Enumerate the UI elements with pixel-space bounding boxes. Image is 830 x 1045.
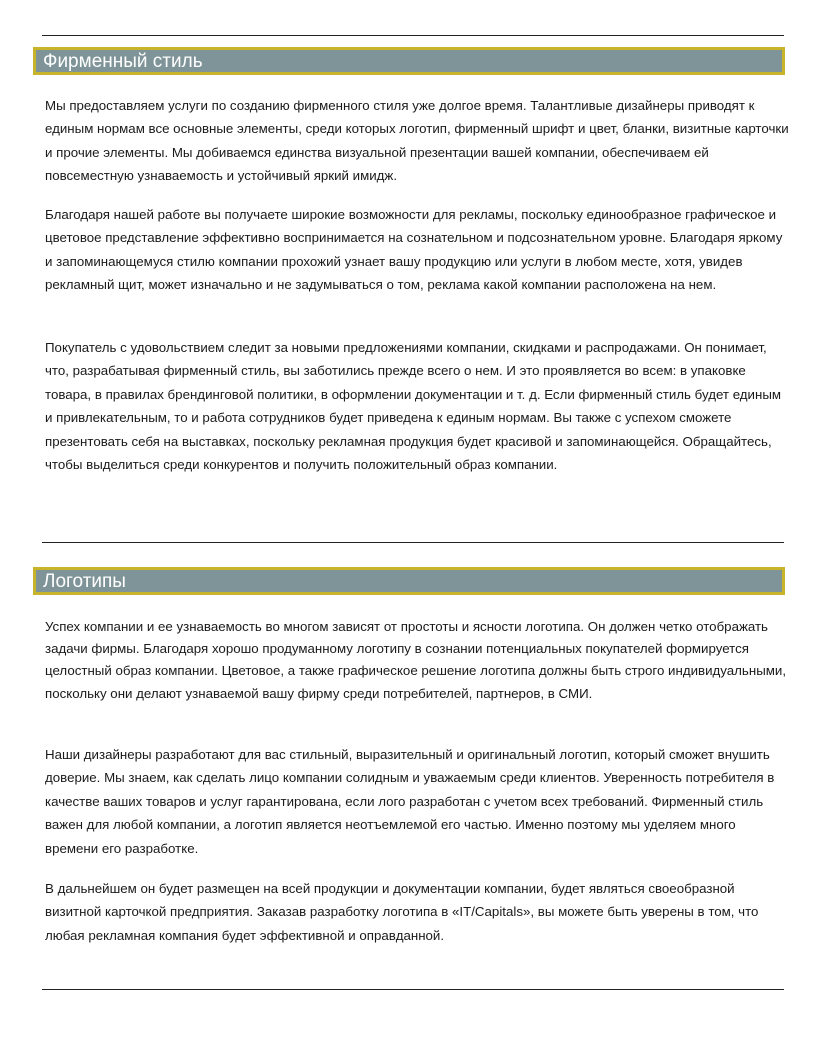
paragraph: В дальнейшем он будет размещен на всей продукции и документации компании, будет являться своеобразной визитной карточкой предприятия. Заказав разработку логотипа в «IT/Capitals», вы можете быть уверены в том, что любая рекламная компания будет эффективной и оправданной.	[45, 881, 759, 943]
divider-bottom	[42, 989, 784, 990]
paragraph: Покупатель с удовольствием следит за новыми предложениями компании, скидками и распродажами. Он понимает, что, разрабатывая фирменный стиль, вы заботились прежде всего о нем. И это проявляется во всем: в упаковке товара, в правилах брендинговой политики, в оформлении документации и т. д. Если фирменный стиль будет единым и привлекательным, то и работа сотрудников будет приведена к единым нормам. Вы также с успехом сможете презентовать себя на выставках, поскольку рекламная продукция будет красивой и запоминающейся. Обращайтесь, чтобы выделиться среди конкурентов и получить положительный образ компании.	[45, 340, 782, 473]
divider-top	[42, 35, 784, 36]
section-title-corporate-style: Фирменный стиль	[33, 47, 785, 75]
paragraph: Благодаря нашей работе вы получаете широкие возможности для рекламы, поскольку единообразное графическое и цветовое представление эффективно воспринимается на сознательном и подсознательном уровне. Благодаря яркому и запоминающемуся стилю компании прохожий узнает вашу продукцию или услуги в любом месте, хотя, увидев рекламный щит, может изначально и не задумываться о том, реклама какой компании расположена на нем.	[45, 207, 783, 293]
divider-middle	[42, 542, 784, 543]
paragraph: Мы предоставляем услуги по созданию фирменного стиля уже долгое время. Талантливые дизайнеры приводят к единым нормам все основные элементы, среди которых логотип, фирменный шрифт и цвет, бланки, визитные карточки и прочие элементы. Мы добиваемся единства визуальной презентации вашей компании, обеспечиваем ей повсеместную узнаваемость и устойчивый яркий имидж.	[45, 98, 789, 184]
paragraph: Успех компании и ее узнаваемость во многом зависят от простоты и ясности логотипа. Он должен четко отображать задачи фирмы. Благодаря хорошо продуманному логотипу в сознании потенциальных покупателей формируется целостный образ компании. Цветовое, а также графическое решение логотипа должны быть строго индивидуальными, поскольку они делают узнаваемой вашу фирму среди потребителей, партнеров, в СМИ.	[45, 619, 787, 701]
paragraph: Наши дизайнеры разработают для вас стильный, выразительный и оригинальный логотип, который сможет внушить доверие. Мы знаем, как сделать лицо компании солидным и уважаемым среди клиентов. Уверенность потребителя в качестве ваших товаров и услуг гарантирована, если лого разработан с учетом всех требований. Фирменный стиль важен для любой компании, а логотип является неотъемлемой его частью. Именно поэтому мы уделяем много времени его разработке.	[45, 747, 775, 856]
section-title-logos: Логотипы	[33, 567, 785, 595]
